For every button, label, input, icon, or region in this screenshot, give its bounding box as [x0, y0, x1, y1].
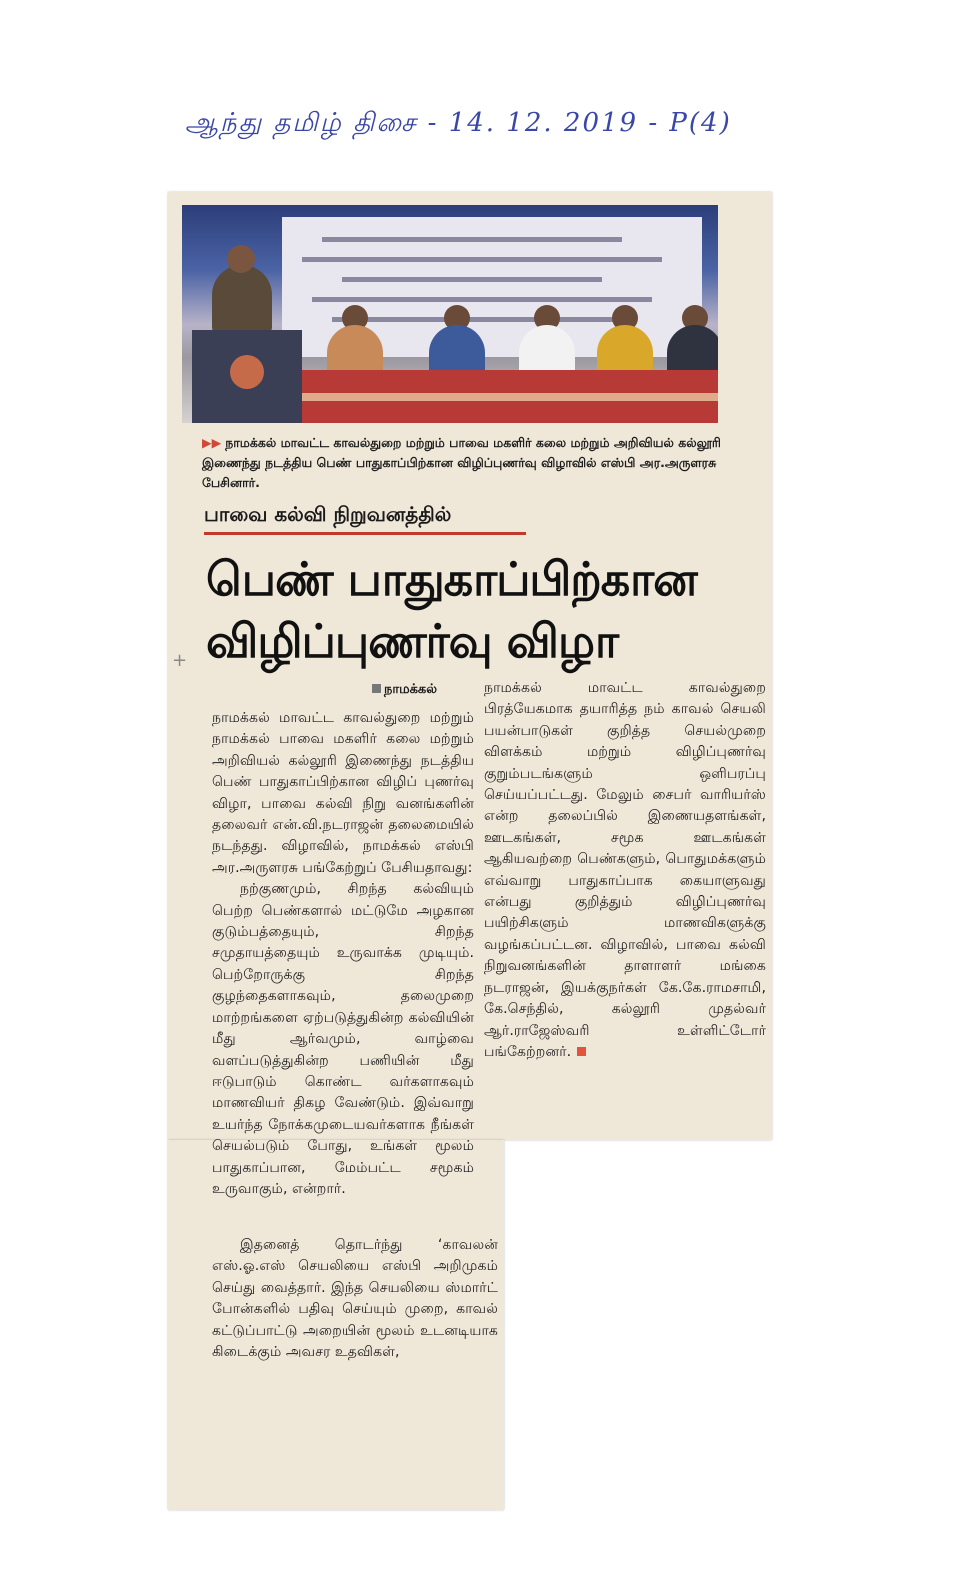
article-paragraph: இதனைத் தொடர்ந்து ‘காவலன் எஸ்.ஓ.எஸ் செயலியை எஸ்பி அறிமுகம் செய்து வைத்தார். இந்த செயலியை ஸ்மார்ட் போன்களில் பதிவு செய்யும் முறை, காவல் கட்டுப்பாட்டு அறையின் மூலம் உடனடியாக கிடைக்கும் அவசர உதவிகள், [212, 1237, 498, 1361]
speaker-figure [212, 265, 272, 335]
article-column-2 [484, 678, 766, 1138]
article-paragraph [484, 678, 766, 1063]
headline-line-1: பெண் பாதுகாப்பிற்கான [206, 552, 697, 606]
dateline-text: நாமக்கல் [384, 682, 438, 697]
article-column-1 [212, 708, 474, 1238]
handwritten-source-note: ஆந்து தமிழ் திசை - 14. 12. 2019 - P(4) [185, 108, 732, 138]
square-bullet-icon [372, 684, 381, 693]
kicker-text: பாவை கல்வி நிறுவனத்தில் [204, 502, 452, 526]
podium [192, 330, 302, 423]
headline-line-2: விழிப்புணர்வு விழா [206, 614, 619, 668]
kicker [204, 502, 526, 538]
end-of-article-icon [577, 1047, 586, 1056]
photo-caption [202, 433, 722, 493]
registration-mark-icon: + [172, 650, 188, 671]
speaker-head [227, 245, 255, 273]
table-cloth-pattern [302, 393, 718, 401]
article-paragraph: நாமக்கல் மாவட்ட காவல்துறை மற்றும் நாமக்கல் பாவை மகளிர் கலை மற்றும் அறிவியல் கல்லூரி இணைந்து நடத்திய பெண் பாதுகாப்பிற்கான விழிப் புணர்வு விழா, பாவை கல்வி நிறு வனங்களின் தலைவர் என்.வி.நடராஜன் தலைமையில் நடந்தது. விழாவில், நாமக்கல் எஸ்பி அர.அருளரசு பங்கேற்றுப் பேசியதாவது: [212, 710, 474, 876]
dateline [372, 682, 437, 698]
podium-logo-icon [230, 355, 264, 389]
event-photo [182, 205, 718, 423]
kicker-underline [204, 532, 526, 535]
photo-caption-text: நாமக்கல் மாவட்ட காவல்துறை மற்றும் பாவை மகளிர் கலை மற்றும் அறிவியல் கல்லூரி இணைந்து நடத்திய பெண் பாதுகாப்பிற்கான விழிப்புணர்வு விழாவில் எஸ்பி அர.அருளரசு பேசினார். [202, 435, 721, 490]
caption-arrow-icon: ▶▶ [202, 435, 222, 450]
headline [206, 548, 746, 672]
article-paragraph-text: நாமக்கல் மாவட்ட காவல்துறை பிரத்யேகமாக தயாரித்த நம் காவல் செயலி பயன்பாடுகள் குறித்த செயல்முறை விளக்கம் மற்றும் விழிப்புணர்வு குறும்படங்களும் ஒளிபரப்பு செய்யப்பட்டது. மேலும் சைபர் வாரியர்ஸ் என்ற தலைப்பில் இணையதளங்கள், ஊடகங்கள், சமூக ஊடகங்கள் ஆகியவற்றை பெண்களும், பொதுமக்களும் எவ்வாறு பாதுகாப்பாக கையாளுவது என்பது குறித்தும் விழிப்புணர்வு பயிற்சிகளும் மாணவிகளுக்கு வழங்கப்பட்டன. விழாவில், பாவை கல்வி நிறுவனங்களின் தாளாளர் மங்கை நடராஜன், இயக்குநர்கள் கே.கே.ராமசாமி, கே.செந்தில், கல்லூரி முதல்வர் ஆர்.ராஜேஸ்வரி உள்ளிட்டோர் பங்கேற்றனர். [484, 680, 766, 1060]
article-column-1-continued [212, 1235, 498, 1510]
article-paragraph: நற்குணமும், சிறந்த கல்வியும் பெற்ற பெண்களால் மட்டுமே அழகான குடும்பத்தையும், சிறந்த சமுதாயத்தையும் உருவாக்க முடியும். பெற்றோருக்கு சிறந்த குழந்தைகளாகவும், தலைமுறை மாற்றங்களை ஏற்படுத்துகின்ற கல்வியின் மீது ஆர்வமும், வாழ்வை வளப்படுத்துகின்ற பணியின் மீது ஈடுபாடும் கொண்ட வர்களாகவும் மாணவியர் திகழ வேண்டும். இவ்வாறு உயர்ந்த நோக்கமுடையவர்களாக நீங்கள் செயல்படும் போது, உங்கள் மூலம் பாதுகாப்பான, மேம்பட்ட சமூகம் உருவாகும், என்றார். [212, 881, 474, 1197]
